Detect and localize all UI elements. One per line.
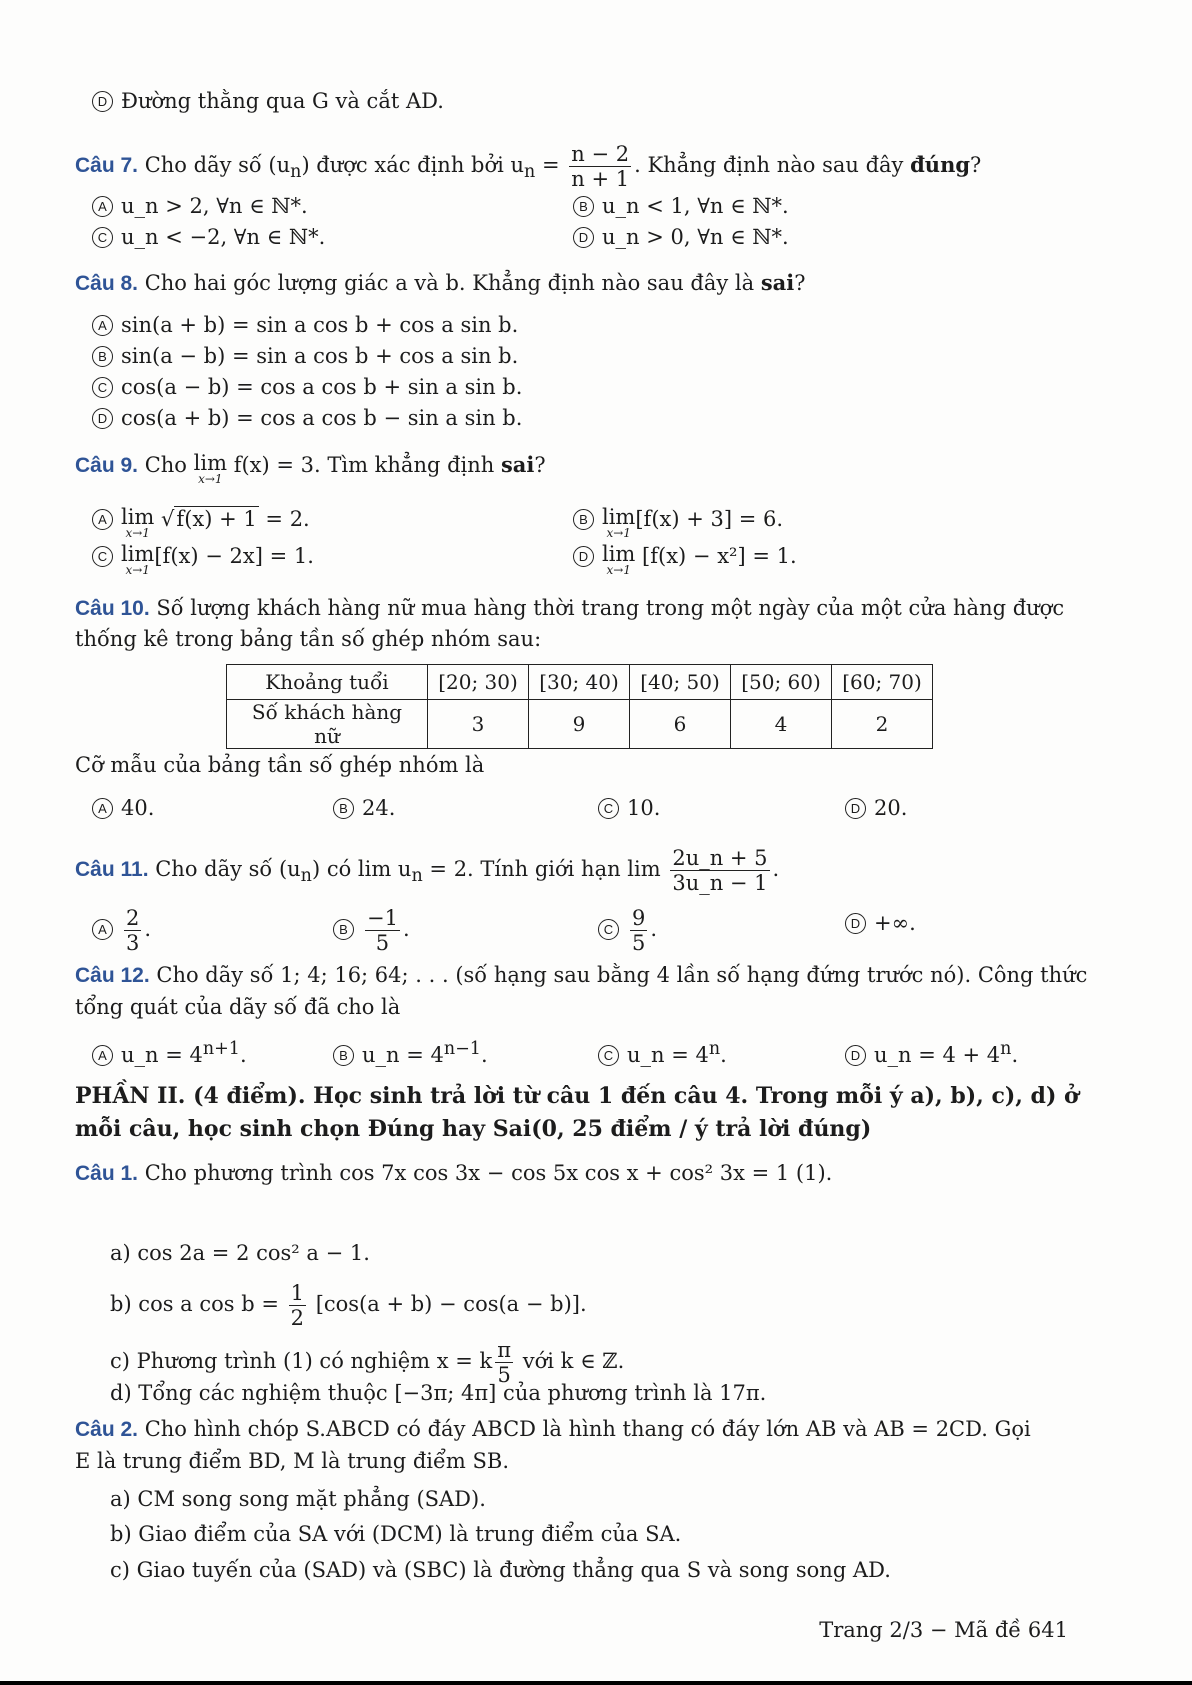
q7-option-c[interactable]: C u_n < −2, ∀n ∈ ℕ*.	[92, 224, 325, 250]
question-10-line2: thống kê trong bảng tần số ghép nhóm sau:	[75, 627, 542, 651]
question-10-prompt: Cỡ mẫu của bảng tần số ghép nhóm là	[75, 753, 485, 777]
table-cell: [40; 50)	[630, 665, 731, 700]
q9-option-c[interactable]: C lim x→1 [f(x) − 2x] = 1.	[92, 543, 314, 575]
q8-option-c[interactable]: C cos(a − b) = cos a cos b + sin a sin b.	[92, 374, 522, 400]
option-letter: C	[92, 377, 113, 398]
option-letter: D	[92, 408, 113, 429]
question-11: Câu 11. Cho dãy số $(u_n)$ có $\lim u_n = 2$. Tính giới hạn lim $\frac{2u\_n + 5}{3u\_n - 1}$ .	[75, 846, 780, 895]
q10-option-b[interactable]: B 24.	[333, 795, 395, 821]
option-letter: B	[92, 346, 113, 367]
table-cell: [50; 60)	[731, 665, 832, 700]
table-cell: Khoảng tuổi	[227, 665, 428, 700]
question-label: Câu 1.	[75, 1162, 139, 1185]
option-letter: B	[333, 919, 354, 940]
limit-operator: lim x→1	[193, 451, 228, 486]
p2q1-statement-a[interactable]: a) cos 2a = 2 cos² a − 1.	[110, 1241, 370, 1265]
table-cell: [60; 70)	[832, 665, 933, 700]
option-letter: B	[333, 798, 354, 819]
p2q1-statement-c[interactable]: c) Phương trình (1) có nghiệm x = k $\frac{\pi}{5}$ với k ∈ ℤ.	[110, 1338, 625, 1387]
table-cell: 4	[731, 700, 832, 749]
question-12: Câu 12. Cho dãy số 1; 4; 16; 64; . . . (số hạng sau bằng 4 lần số hạng đứng trước nó). Công thức	[75, 963, 1088, 987]
option-letter: A	[92, 315, 113, 336]
page-footer: Trang 2/3 − Mã đề 641	[819, 1618, 1068, 1642]
q12-option-d[interactable]: D u_n = $4 + 4^n$.	[845, 1036, 1018, 1068]
table-cell: 9	[529, 700, 630, 749]
q7-option-a[interactable]: A u_n > 2, ∀n ∈ ℕ*.	[92, 193, 308, 219]
option-letter: C	[92, 546, 113, 567]
question-label: Câu 7.	[75, 154, 139, 177]
p2q2-statement-b[interactable]: b) Giao điểm của SA với (DCM) là trung điểm của SA.	[110, 1522, 682, 1546]
table-cell: [20; 30)	[428, 665, 529, 700]
p2q1-statement-d[interactable]: d) Tổng các nghiệm thuộc [−3π; 4π] của phương trình là 17π.	[110, 1381, 767, 1405]
option-letter: D	[845, 913, 866, 934]
option-letter: D	[845, 1045, 866, 1066]
q8-option-d[interactable]: D cos(a + b) = cos a cos b − sin a sin b.	[92, 405, 522, 431]
q11-option-c[interactable]: C $\frac{9}{5}$ .	[598, 906, 657, 955]
table-cell: 6	[630, 700, 731, 749]
option-letter: D	[92, 91, 113, 112]
q10-option-c[interactable]: C 10.	[598, 795, 660, 821]
p2q2-statement-a[interactable]: a) CM song song mặt phẳng (SAD).	[110, 1487, 486, 1511]
q11-option-d[interactable]: D +∞.	[845, 910, 916, 936]
fraction: $\frac{n - 2}{n + 1}$	[571, 142, 630, 191]
q12-option-c[interactable]: C u_n = $4^n$.	[598, 1036, 727, 1068]
fraction: $\frac{2u\_n + 5}{3u\_n - 1}$	[672, 846, 768, 895]
q9-option-d[interactable]: D lim x→1 [f(x) − x²] = 1.	[573, 543, 797, 575]
q8-option-a[interactable]: A sin(a + b) = sin a cos b + cos a sin b.	[92, 312, 518, 338]
option-letter: C	[598, 919, 619, 940]
bottom-edge-bar	[0, 1681, 1192, 1685]
frequency-table	[226, 664, 933, 749]
option-letter: C	[598, 798, 619, 819]
table-row	[227, 700, 933, 749]
table-cell: [30; 40)	[529, 665, 630, 700]
part2-question-1: Câu 1. Cho phương trình cos 7x cos 3x − cos 5x cos x + cos² 3x = 1 (1).	[75, 1161, 833, 1185]
q9-option-a[interactable]: A lim x→1 √f(x) + 1 = 2.	[92, 506, 310, 538]
q11-option-b[interactable]: B $\frac{-1}{5}$ .	[333, 906, 410, 955]
part-2-heading: PHẦN II. (4 điểm). Học sinh trả lời từ câu 1 đến câu 4. Trong mỗi ý a), b), c), d) ở	[75, 1083, 1079, 1109]
option-letter: A	[92, 1045, 113, 1066]
q8-option-b[interactable]: B sin(a − b) = sin a cos b + cos a sin b.	[92, 343, 518, 369]
q12-option-a[interactable]: A u_n = $4^{n+1}$.	[92, 1036, 247, 1068]
q7-option-b[interactable]: B u_n < 1, ∀n ∈ ℕ*.	[573, 193, 789, 219]
part-2-heading-line2: mỗi câu, học sinh chọn Đúng hay Sai(0, 25 điểm / ý trả lời đúng)	[75, 1116, 872, 1142]
q12-option-b[interactable]: B u_n = $4^{n-1}$.	[333, 1036, 488, 1068]
option-letter: C	[92, 227, 113, 248]
question-label: Câu 11.	[75, 858, 149, 881]
option-letter: B	[333, 1045, 354, 1066]
q9-option-b[interactable]: B lim x→1 [f(x) + 3] = 6.	[573, 506, 783, 538]
q10-option-a[interactable]: A 40.	[92, 795, 154, 821]
option-letter: A	[92, 509, 113, 530]
option-letter: B	[573, 196, 594, 217]
question-label: Câu 12.	[75, 964, 150, 987]
question-label: Câu 2.	[75, 1418, 139, 1441]
question-8: Câu 8. Cho hai góc lượng giác a và b. Khẳng định nào sau đây là sai?	[75, 270, 806, 295]
option-letter: D	[573, 546, 594, 567]
option-letter: D	[845, 798, 866, 819]
question-label: Câu 8.	[75, 272, 139, 295]
q11-option-a[interactable]: A $\frac{2}{3}$ .	[92, 906, 151, 955]
q7-option-d[interactable]: D u_n > 0, ∀n ∈ ℕ*.	[573, 224, 789, 250]
p2q2-statement-c[interactable]: c) Giao tuyến của (SAD) và (SBC) là đường thẳng qua S và song song AD.	[110, 1558, 891, 1582]
table-cell: 2	[832, 700, 933, 749]
option-letter: B	[573, 509, 594, 530]
option-letter: D	[573, 227, 594, 248]
table-cell: Số khách hàng nữ	[227, 700, 428, 749]
question-label: Câu 9.	[75, 454, 139, 477]
part2-question-2: Câu 2. Cho hình chóp S.ABCD có đáy ABCD là hình thang có đáy lớn AB và AB = 2CD. Gọi	[75, 1417, 1031, 1441]
question-9: Câu 9. Cho lim x→1 f(x) = 3. Tìm khẳng định sai?	[75, 451, 546, 486]
part2-question-2-line2: E là trung điểm BD, M là trung điểm SB.	[75, 1449, 509, 1473]
question-12-line2: tổng quát của dãy số đã cho là	[75, 995, 401, 1019]
q10-option-d[interactable]: D 20.	[845, 795, 907, 821]
option-d-previous-question: D Đường thằng qua G và cắt AD.	[92, 88, 444, 114]
question-label: Câu 10.	[75, 597, 150, 620]
option-letter: A	[92, 919, 113, 940]
p2q1-statement-b[interactable]: b) cos a cos b = $\frac{1}{2}$ [cos(a + b) − cos(a − b)].	[110, 1281, 587, 1330]
table-cell: 3	[428, 700, 529, 749]
question-7: Câu 7. Cho dãy số $(u_n)$ được xác định bởi $u_n$ = $\frac{n - 2}{n + 1}$ . Khẳng định nào sau đây đúng?	[75, 142, 982, 191]
option-letter: C	[598, 1045, 619, 1066]
question-10: Câu 10. Số lượng khách hàng nữ mua hàng thời trang trong một ngày của một cửa hàng được	[75, 596, 1065, 620]
table-row	[227, 665, 933, 700]
option-letter: A	[92, 196, 113, 217]
option-letter: A	[92, 798, 113, 819]
